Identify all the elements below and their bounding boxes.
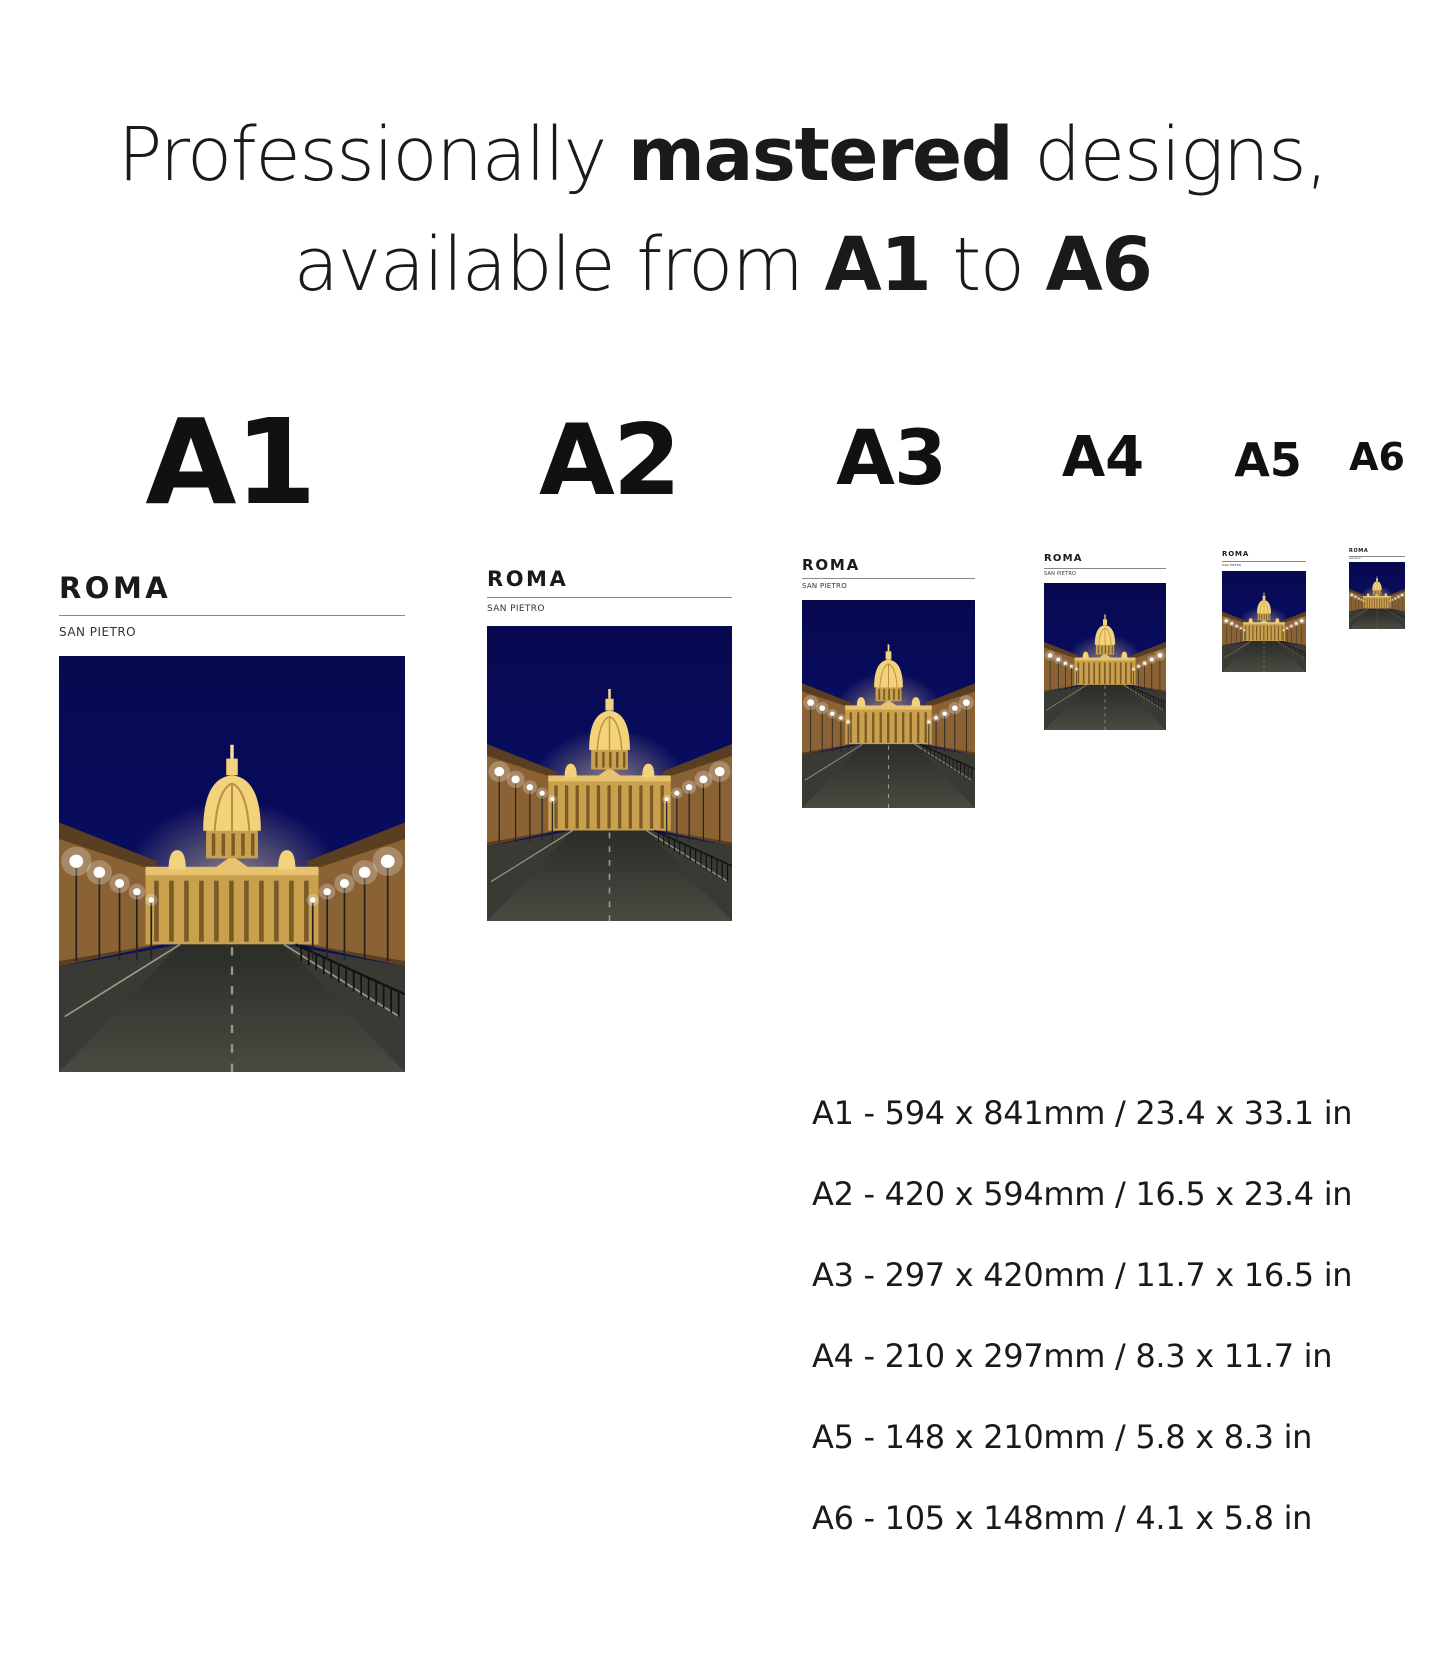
headline xyxy=(0,100,1445,320)
headline-line-1: Professionally mastered designs, xyxy=(117,112,1328,198)
poster-a3 xyxy=(802,556,975,808)
poster-photo xyxy=(487,626,732,921)
size-spec-a2: A2 - 420 x 594mm / 16.5 x 23.4 in xyxy=(812,1175,1353,1213)
poster-photo xyxy=(1349,562,1405,629)
poster-a1 xyxy=(59,570,405,1072)
poster-subtitle: SAN PIETRO xyxy=(802,582,847,590)
poster-subtitle: SAN PIETRO xyxy=(487,604,545,614)
size-label-a2: A2 xyxy=(538,404,680,518)
poster-subtitle: SAN PIETRO xyxy=(1044,571,1077,577)
size-spec-a4: A4 - 210 x 297mm / 8.3 x 11.7 in xyxy=(812,1337,1333,1375)
size-spec-a5: A5 - 148 x 210mm / 5.8 x 8.3 in xyxy=(812,1418,1313,1456)
size-spec-a3: A3 - 297 x 420mm / 11.7 x 16.5 in xyxy=(812,1256,1353,1294)
size-label-a1: A1 xyxy=(145,393,315,531)
poster-a5 xyxy=(1222,550,1306,672)
headline-line-2: available from A1 to A6 xyxy=(293,222,1152,308)
size-spec-a6: A6 - 105 x 148mm / 4.1 x 5.8 in xyxy=(812,1499,1313,1537)
poster-photo xyxy=(59,656,405,1072)
poster-subtitle: SAN PIETRO xyxy=(1349,558,1362,560)
poster-a4 xyxy=(1044,552,1166,730)
poster-title: ROMA xyxy=(1044,553,1083,564)
poster-subtitle: SAN PIETRO xyxy=(1222,563,1242,567)
size-label-a3: A3 xyxy=(836,413,946,502)
size-label-a4: A4 xyxy=(1061,425,1145,490)
poster-photo xyxy=(1044,583,1166,730)
poster-title: ROMA xyxy=(802,556,861,574)
size-label-a5: A5 xyxy=(1234,433,1302,487)
poster-photo xyxy=(802,600,975,808)
size-spec-list xyxy=(812,1093,1352,1579)
poster-divider xyxy=(802,578,975,579)
poster-title: ROMA xyxy=(487,567,569,591)
poster-photo xyxy=(1222,571,1306,672)
poster-a2 xyxy=(487,567,732,921)
headline-emphasis: mastered xyxy=(627,112,1013,198)
poster-a6 xyxy=(1349,548,1405,629)
poster-subtitle: SAN PIETRO xyxy=(59,625,137,639)
size-label-a6: A6 xyxy=(1349,435,1405,479)
poster-divider xyxy=(487,597,732,598)
size-spec-a1: A1 - 594 x 841mm / 23.4 x 33.1 in xyxy=(812,1094,1353,1132)
poster-divider xyxy=(59,615,405,616)
poster-divider xyxy=(1044,568,1166,569)
poster-title: ROMA xyxy=(1222,550,1250,558)
poster-title: ROMA xyxy=(59,571,172,605)
poster-divider xyxy=(1222,561,1306,562)
poster-title: ROMA xyxy=(1349,548,1369,554)
poster-divider xyxy=(1349,556,1405,557)
